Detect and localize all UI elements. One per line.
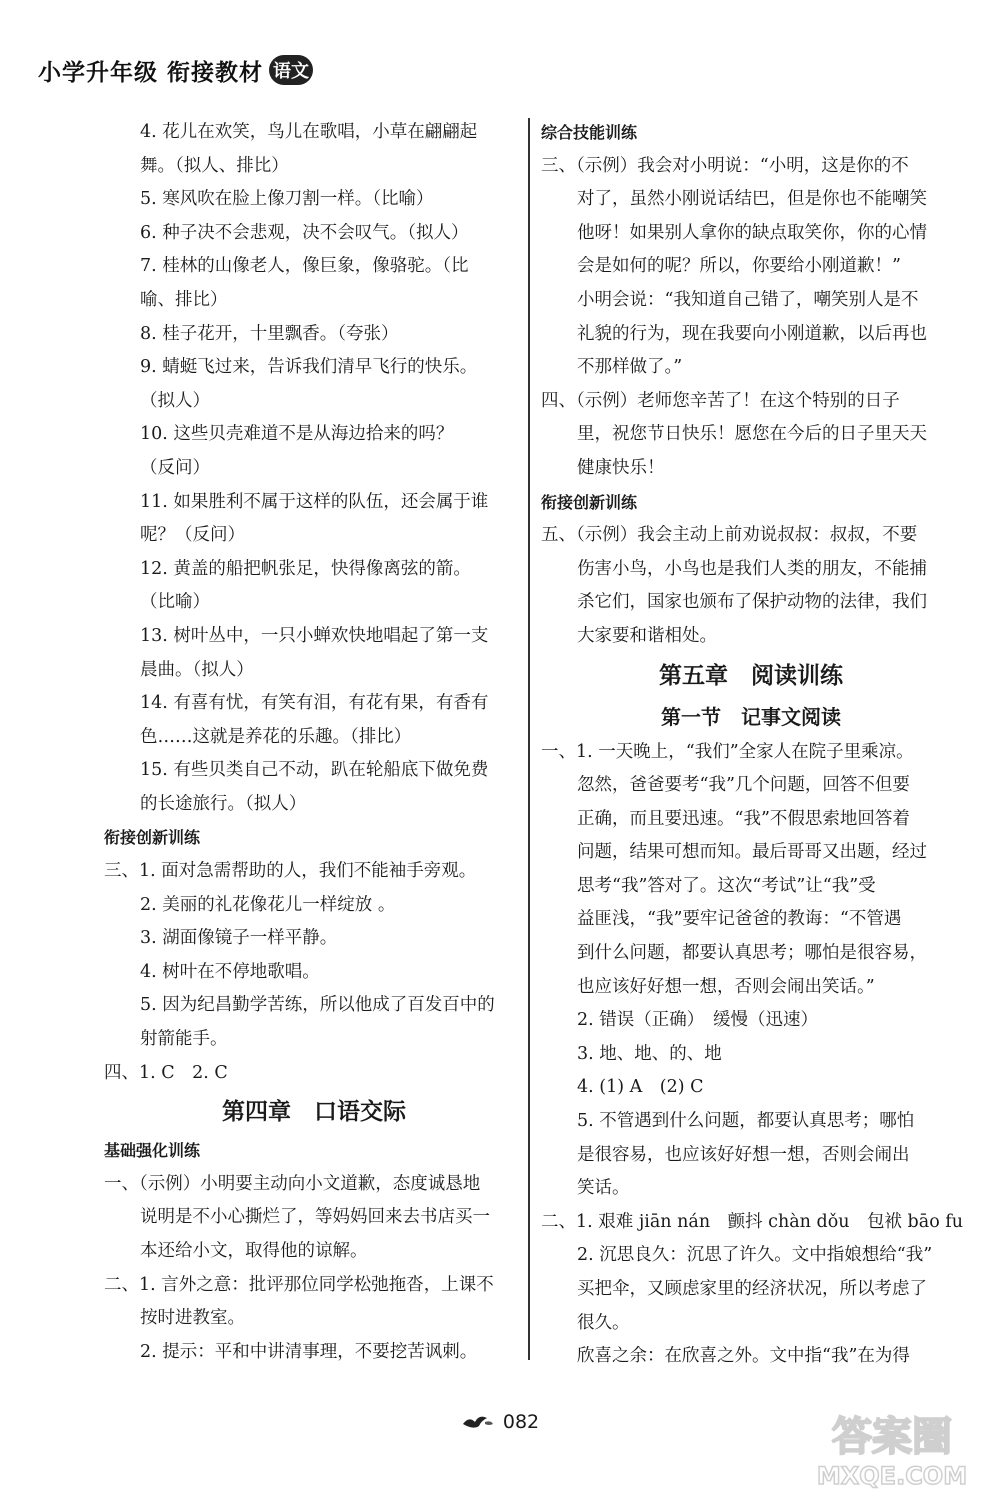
subchapter-title: 第一节 记事文阅读 xyxy=(661,704,841,729)
text-line: 一、1. 一天晚上，“我们”全家人在院子里乘凉。 xyxy=(541,741,914,762)
text-line: 4. 花儿在欢笑，鸟儿在歌唱，小草在翩翩起 xyxy=(140,122,478,142)
text-line: 晨曲。（拟人） xyxy=(140,659,254,680)
text-line: 7. 桂林的山像老人，像巨象，像骆驼。（比 xyxy=(140,256,469,277)
watermark xyxy=(802,1406,982,1490)
text-line: 色……这就是养花的乐趣。（排比） xyxy=(140,726,412,747)
watermark-line1: 答案圈 xyxy=(832,1414,952,1460)
text-line: 也应该好好想一想，否则会闹出笑话。” xyxy=(577,976,875,997)
right-column xyxy=(541,116,964,1374)
section-heading: 基础强化训练 xyxy=(104,1141,201,1161)
page-number: 082 xyxy=(502,1411,540,1433)
left-column xyxy=(104,116,524,1369)
text-line: 健康快乐！ xyxy=(577,457,665,478)
text-line: 伤害小鸟，小鸟也是我们人类的朋友，不能捕 xyxy=(577,558,927,579)
text-line: 会是如何的呢？所以，你要给小刚道歉！” xyxy=(577,256,901,277)
text-line: 五、（示例）我会主动上前劝说叔叔：叔叔，不要 xyxy=(541,525,918,546)
text-line: 三、（示例）我会对小明说：“小明，这是你的不 xyxy=(541,155,909,176)
text-line: 礼貌的行为，现在我要向小刚道歉，以后再也 xyxy=(577,323,927,344)
text-line: 小明会说：“我知道自己错了，嘲笑别人是不 xyxy=(577,289,919,310)
text-line: 忽然，爸爸要考“我”几个问题，回答不但要 xyxy=(577,775,910,796)
text-line: 2. 美丽的礼花像花儿一样绽放 。 xyxy=(140,894,396,915)
bird-icon xyxy=(461,1412,495,1432)
text-line: 舞。（拟人、排比） xyxy=(140,155,289,176)
text-line: 喻、排比） xyxy=(140,289,228,310)
text-line: 思考“我”答对了。这次“考试”让“我”受 xyxy=(577,875,876,896)
text-line: （比喻） xyxy=(140,592,210,613)
text-line: 大家要和谐相处。 xyxy=(577,625,717,646)
text-line: 四、1. C 2. C xyxy=(104,1062,228,1083)
chapter-title: 第四章 口语交际 xyxy=(222,1099,406,1126)
text-line: 12. 黄盖的船把帆张足，快得像离弦的箭。 xyxy=(140,558,471,579)
text-line: 2. 错误（正确） 缓慢（迅速） xyxy=(577,1010,819,1031)
text-line: 到什么问题，都要认真思考；哪怕是很容易， xyxy=(577,943,927,964)
text-line: 不那样做了。” xyxy=(577,357,683,378)
section-heading: 综合技能训练 xyxy=(541,123,638,142)
text-line: 买把伞，又顾虑家里的经济状况，所以考虑了 xyxy=(577,1279,927,1299)
text-line: 13. 树叶丛中，一只小蝉欢快地唱起了第一支 xyxy=(140,625,489,646)
page-header xyxy=(38,52,313,88)
text-line: 他呀！如果别人拿你的缺点取笑你，你的心情 xyxy=(577,222,927,243)
text-line: 4. (1) A (2) C xyxy=(577,1077,704,1098)
text-line: 说明是不小心撕烂了，等妈妈回来去书店买一 xyxy=(140,1207,490,1228)
text-line: 杀它们，国家也颁布了保护动物的法律，我们 xyxy=(577,592,927,613)
column-divider xyxy=(528,118,530,1360)
watermark-logo xyxy=(802,1406,982,1490)
text-line: 9. 蜻蜓飞过来，告诉我们清早飞行的快乐。 xyxy=(140,357,478,378)
text-line: 2. 提示：平和中讲清事理，不要挖苦讽刺。 xyxy=(140,1341,478,1362)
text-line: 14. 有喜有忧，有笑有泪，有花有果，有香有 xyxy=(140,693,489,714)
text-line: 里，祝您节日快乐！愿您在今后的日子里天天 xyxy=(577,424,927,445)
text-line: 问题，结果可想而知。最后哥哥又出题，经过 xyxy=(577,842,927,863)
text-line: 正确，而且要迅速。“我”不假思索地回答着 xyxy=(577,808,910,829)
text-line: 10. 这些贝壳难道不是从海边拾来的吗？ xyxy=(140,424,454,445)
text-line: 2. 沉思良久：沉思了许久。文中指娘想给“我” xyxy=(577,1245,933,1266)
section-heading: 衔接创新训练 xyxy=(104,828,201,848)
text-line: 3. 湖面像镜子一样平静。 xyxy=(140,928,338,949)
text-line: 射箭能手。 xyxy=(140,1029,228,1050)
text-line: 5. 因为纪昌勤学苦练，所以他成了百发百中的 xyxy=(140,995,495,1016)
text-line: 8. 桂子花开，十里飘香。（夸张） xyxy=(140,323,399,344)
text-line: 4. 树叶在不停地歌唱。 xyxy=(140,961,320,982)
text-line: 三、1. 面对急需帮助的人，我们不能袖手旁观。 xyxy=(104,861,477,882)
text-line: 二、1. 言外之意：批评那位同学松弛拖沓，上课不 xyxy=(104,1274,494,1295)
book-title: 小学升年级 衔接教材 xyxy=(38,59,264,86)
text-line: 11. 如果胜利不属于这样的队伍，还会属于谁 xyxy=(140,491,489,512)
section-heading: 衔接创新训练 xyxy=(541,492,638,512)
text-line: 很久。 xyxy=(577,1312,630,1333)
watermark-line2: MXQE.COM xyxy=(816,1462,968,1490)
text-line: 对了，虽然小刚说话结巴，但是你也不能嘲笑 xyxy=(577,189,927,210)
text-line: 3. 地、地、的、地 xyxy=(577,1043,722,1064)
text-line: 5. 不管遇到什么问题，都要认真思考；哪怕 xyxy=(577,1111,915,1132)
text-line: （拟人） xyxy=(140,390,210,411)
text-line: 一、（示例）小明要主动向小文道歉，态度诚恳地 xyxy=(104,1173,481,1194)
text-line: 的长途旅行。（拟人） xyxy=(140,793,307,814)
subject-badge: 语文 xyxy=(269,55,313,85)
text-line: 呢？（反问） xyxy=(140,525,245,546)
text-line: 二、1. 艰难 jiān nán 颤抖 chàn dǒu 包袱 bāo fu xyxy=(541,1211,964,1232)
text-line: （反问） xyxy=(140,457,210,478)
text-line: 欣喜之余：在欣喜之外。文中指“我”在为得 xyxy=(577,1346,910,1367)
text-line: 四、（示例）老师您辛苦了！在这个特别的日子 xyxy=(541,390,900,411)
chapter-title: 第五章 阅读训练 xyxy=(659,662,843,689)
text-line: 益匪浅，“我”要牢记爸爸的教诲：“不管遇 xyxy=(577,909,902,930)
text-line: 5. 寒风吹在脸上像刀割一样。（比喻） xyxy=(140,189,434,210)
text-line: 15. 有些贝类自己不动，趴在轮船底下做免费 xyxy=(140,760,489,781)
text-line: 6. 种子决不会悲观，决不会叹气。（拟人） xyxy=(140,222,469,243)
text-line: 本还给小文，取得他的谅解。 xyxy=(140,1241,368,1261)
text-line: 是很容易，也应该好好想一想，否则会闹出 xyxy=(577,1144,910,1165)
text-line: 笑话。 xyxy=(577,1178,630,1199)
text-line: 按时进教室。 xyxy=(140,1308,245,1329)
